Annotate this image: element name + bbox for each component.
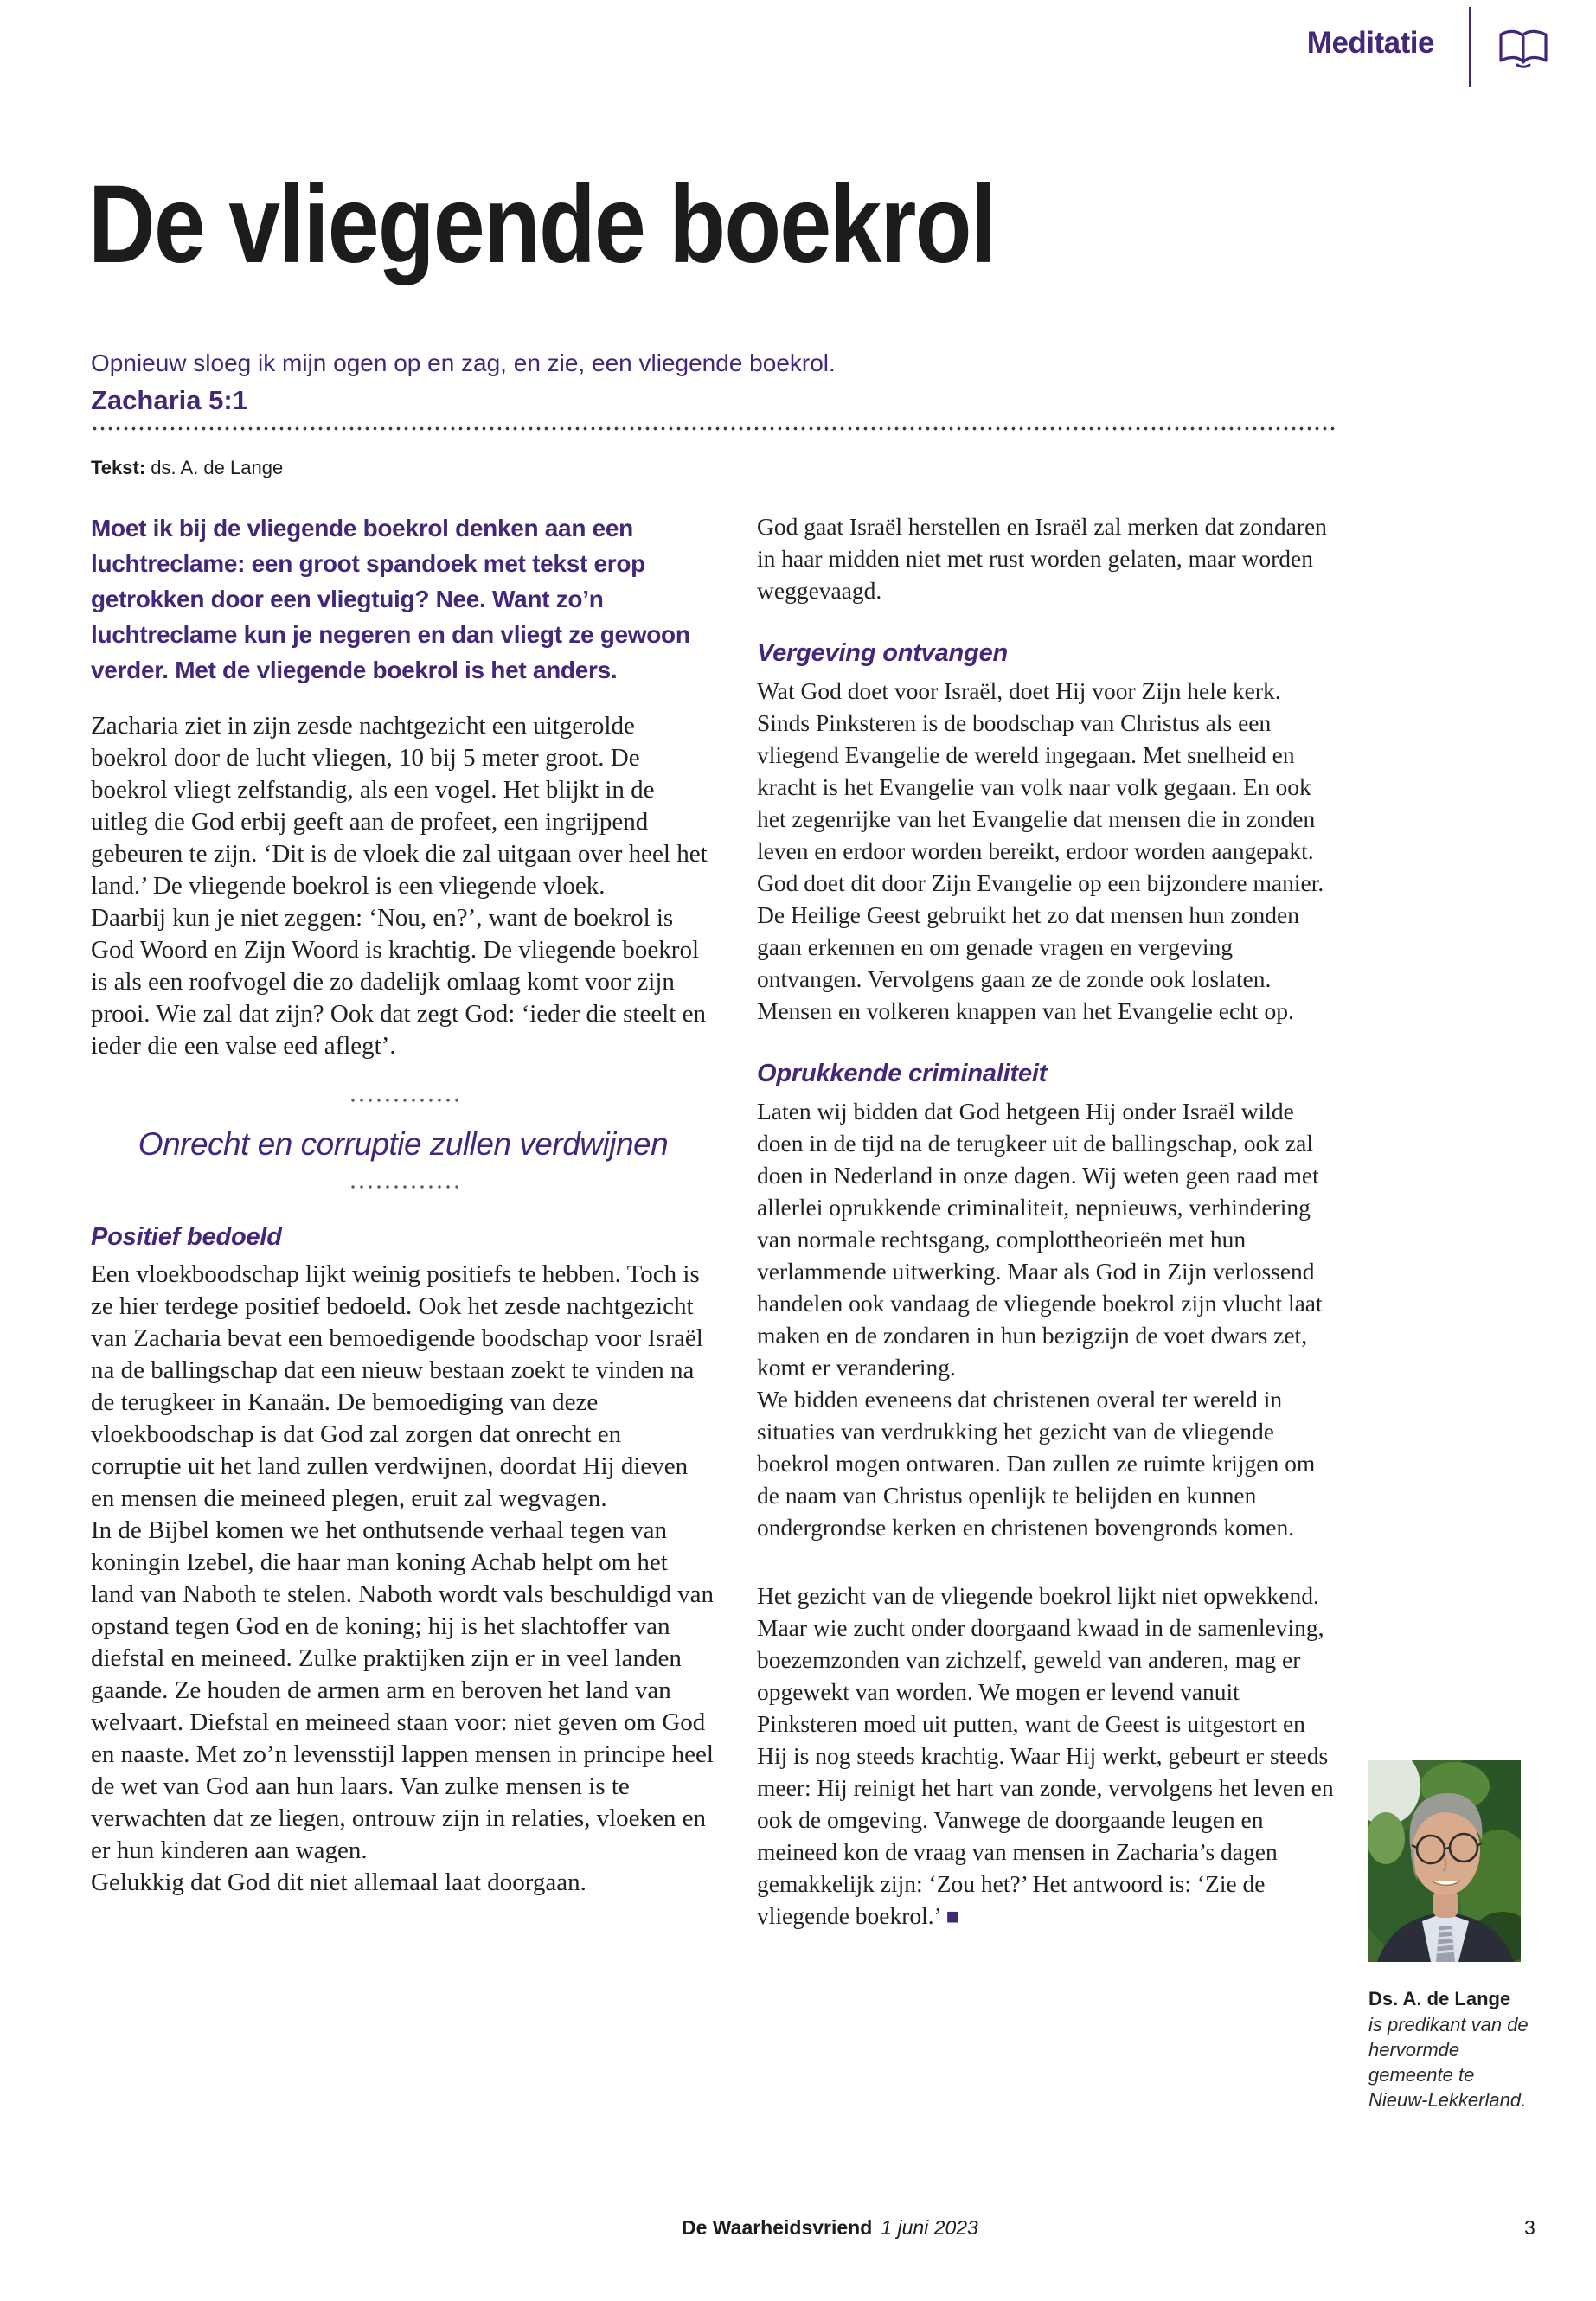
paragraph: We bidden eveneens dat christenen overal ter wereld in situaties van verdrukking het gezicht van de vliegende boekrol mogen ontwaren. Dan zullen ze ruimte krijgen om de naam van Christus openlijk te belijden en kunnen ondergrondse kerken en christenen bovengronds komen. (757, 1386, 1316, 1541)
dots-separator (349, 1183, 458, 1190)
author-caption (1368, 1986, 1533, 2112)
paragraph: Zacharia ziet in zijn zesde nachtgezicht een uitgerolde boekrol door de lucht vliegen, 10 bij 5 meter groot. De boekrol vliegt zelfstandig, als een vogel. Het blijkt in de uitleg die God erbij geeft aan de profeet, een ingrijpend gebeuren te zijn. ‘Dit is de vloek die zal uitgaan over heel het land.’ De vliegende boekrol is een vliegende vloek. (91, 712, 708, 900)
article-end-mark: ■ (945, 1904, 960, 1929)
section-heading-positief-bedoeld: Positief bedoeld (91, 1223, 282, 1251)
dotted-rule (91, 426, 1336, 432)
column-left (91, 510, 715, 1899)
paragraph: In de Bijbel komen we het onthutsende verhaal tegen van koningin Izebel, die haar man koning Achab helpt om het land van Naboth te stelen. Naboth wordt vals beschuldigd van opstand tegen God en de koning; hij is het slachtoffer van diefstal en meineed. Zulke praktijken zijn er in veel landen gaande. Ze houden de armen arm en beroven het land van welvaart. Diefstal en meineed staan voor: niet geven om God en naaste. Met zo’n levensstijl lappen mensen in principe heel de wet van God aan hun laars. Van zulke mensen is te verwachten dat ze liegen, ontrouw zijn in relaties, vloeken en er hun kinderen aan wagen. (91, 1516, 715, 1864)
paragraph: God gaat Israël herstellen en Israël zal merken dat zondaren in haar midden niet met rust worden gelaten, maar worden weggevaagd. (757, 513, 1327, 604)
issue-date: 1 juni 2023 (881, 2216, 978, 2239)
paragraph: Gelukkig dat God dit niet allemaal laat doorgaan. (91, 1868, 586, 1896)
verse-text: Opnieuw sloeg ik mijn ogen op en zag, en zie, een vliegende boekrol. (91, 349, 836, 376)
dots-separator (349, 1097, 458, 1104)
verse-block (91, 349, 1336, 416)
pull-quote: Onrecht en corruptie zullen verdwijnen (138, 1126, 669, 1162)
paragraph: Wat God doet voor Israël, doet Hij voor Zijn hele kerk. Sinds Pinksteren is de boodschap van Christus als een vliegend Evangelie de wereld ingegaan. Met snelheid en kracht is het Evangelie van volk naar volk gegaan. En ook het zegenrijke van het Evangelie dat mensen die in zonden leven en erdoor worden bereikt, erdoor worden aangepakt. God doet dit door Zijn Evangelie op een bijzondere manier. De Heilige Geest gebruikt het zo dat mensen hun zonden gaan erkennen en om genade vragen en vergeving ontvangen. Vervolgens gaan ze de zonde ook loslaten. Mensen en volkeren knappen van het Evangelie echt op. (757, 677, 1324, 1024)
byline (91, 457, 283, 479)
kicker-divider (1469, 7, 1471, 87)
paragraph: Laten wij bidden dat God hetgeen Hij onder Israël wilde doen in de tijd na de terugkeer uit de ballingschap, ook zal doen in Nederland in onze dagen. Wij weten geen raad met allerlei oprukkende criminaliteit, nepnieuws, verhindering van normale rechtsgang, complottheorieën met hun verlammende uitwerking. Maar als God in Zijn verlossend handelen ook vandaag de vliegende boekrol zijn vlucht laat maken en de zondaren in hun bezigzijn de voet dwars zet, komt er verandering. (757, 1098, 1323, 1381)
page-footer (682, 2216, 978, 2240)
paragraph: Een vloekboodschap lijkt weinig positiefs te hebben. Toch is ze hier terdege positief bedoeld. Ook het zesde nachtgezicht van Zacharia bevat een bemoedigende boodschap voor Israël na de ballingschap dat een nieuw bestaan zoekt te vinden na de terugkeer in Kanaän. De bemoediging van deze vloekboodschap is dat God zal zorgen dat onrecht en corruptie uit het land zullen verdwijnen, doordat Hij dieven en mensen die meineed plegen, eruit zal wegvagen. (91, 1260, 703, 1512)
closing-paragraph: Het gezicht van de vliegende boekrol lijkt niet opwekkend. Maar wie zucht onder doorgaand kwaad in de samenleving, boezemzonden van zichzelf, geweld van anderen, mag er opgewekt van worden. We mogen er levend vanuit Pinksteren moed uit putten, want de Geest is uitgestort en Hij is nog steeds krachtig. Waar Hij werkt, gebeurt er steeds meer: Hij reinigt het hart van zonde, vervolgens het leven en ook de omgeving. Vanwege de doorgaande leugen en meineed kon de vraag van mensen in Zacharia’s dagen gemakkelijk zijn: ‘Zou het?’ Het antwoord is: ‘Zie de vliegende boekrol.’ ■ (757, 1582, 1334, 1929)
column-right (757, 510, 1334, 1932)
article-title: De vliegende boekrol (88, 163, 995, 286)
byline-label: Tekst: (91, 457, 146, 478)
article-intro: Moet ik bij de vliegende boekrol denken aan een luchtreclame: een groot spandoek met tekst erop getrokken door een vliegtuig? Nee. Want zo’n luchtreclame kun je negeren en dan vliegt ze gewoon verder. Met de vliegende boekrol is het anders. (91, 515, 690, 683)
author-description: is predikant van de hervormde gemeente te Nieuw-Lekkerland. (1368, 2014, 1529, 2111)
verse-reference: Zacharia 5:1 (91, 385, 247, 415)
section-heading-vergeving-ontvangen: Vergeving ontvangen (757, 639, 1009, 667)
byline-author: ds. A. de Lange (145, 457, 284, 478)
paragraph: Daarbij kun je niet zeggen: ‘Nou, en?’, want de boekrol is God Woord en Zijn Woord is krachtig. De vliegende boekrol is als een roofvogel die zo dadelijk omlaag komt voor zijn prooi. Wie zal dat zijn? Ook dat zegt God: ‘ieder die steelt en ieder die een valse eed aflegt’. (91, 904, 706, 1060)
magazine-name: De Waarheidsvriend (682, 2216, 873, 2239)
page-number: 3 (1524, 2216, 1535, 2239)
article-body (91, 510, 1334, 1932)
open-book-icon (1498, 29, 1548, 69)
section-heading-oprukkende-criminaliteit: Oprukkende criminaliteit (757, 1060, 1048, 1087)
author-portrait-photo (1368, 1760, 1521, 1962)
section-kicker: Meditatie (1306, 26, 1434, 60)
author-name: Ds. A. de Lange (1368, 1988, 1511, 2009)
